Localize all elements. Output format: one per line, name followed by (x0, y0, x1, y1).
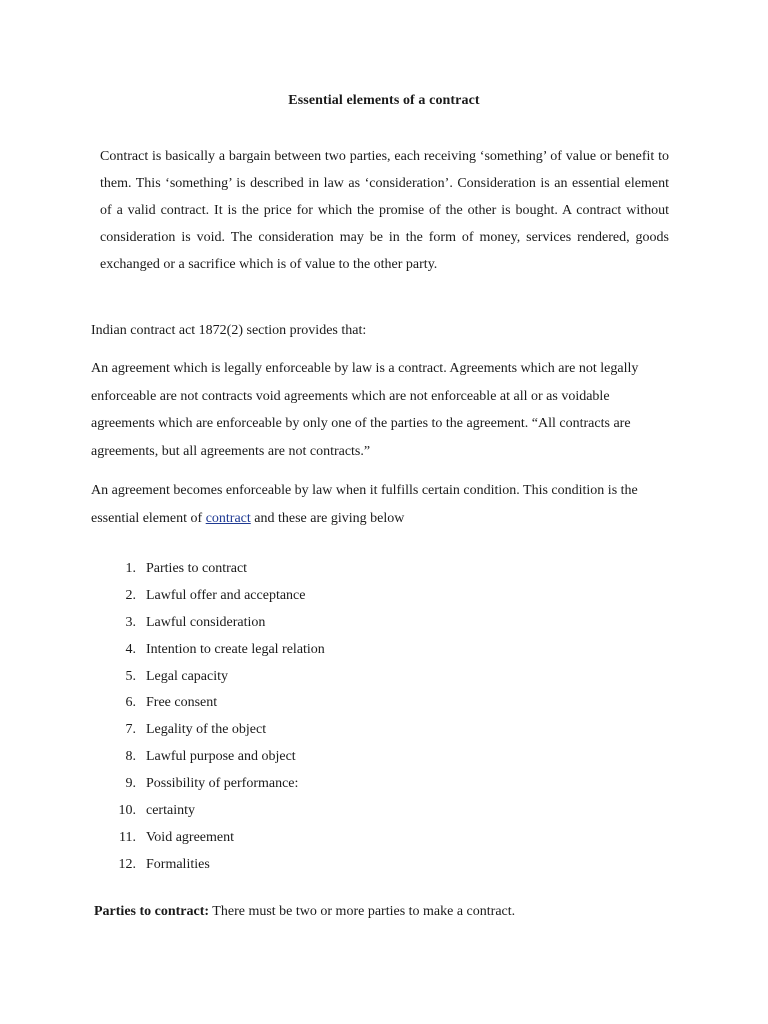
list-item (110, 556, 325, 583)
act-reference: Indian contract act 1872(2) section provides that: (91, 323, 367, 338)
list-item (110, 744, 325, 771)
list-item-number: 1. (125, 561, 136, 576)
list-item-number: 7. (125, 722, 136, 738)
list-item-text: Possibility of performance: (146, 776, 299, 792)
definition-paragraph: An agreement which is legally enforceable by law is a contract. Agreements which are not legally enforceable are not contracts void agreements which are not enforceable at all or as voidable agreements which are enforceable by only one of the parties to the agreement. “All contracts are agreements, but all agreements are not contracts.” (91, 361, 639, 459)
list-item-text: Formalities (146, 856, 210, 872)
intro-paragraph: Contract is basically a bargain between two parties, each receiving ‘something’ of value or benefit to them. This ‘something’ is described in law as ‘consideration’. Consideration is an essential element of a valid contract. It is the price for which the promise of the other is bought. A contract without consideration is void. The consideration may be in the form of money, services rendered, goods exchanged or a sacrifice which is of value to the other party. (100, 149, 669, 272)
list-item (110, 771, 325, 798)
list-item-number: 12. (118, 856, 136, 872)
list-item-text: Parties to contract (146, 561, 248, 576)
enforceability-text-after: and these are giving below (250, 510, 405, 526)
elements-list (110, 556, 325, 879)
parties-heading: Parties to contract: (94, 904, 210, 919)
list-item-text: Lawful purpose and object (146, 749, 296, 765)
list-item-text: Legality of the object (146, 722, 267, 738)
parties-paragraph (94, 904, 515, 920)
document-title: Essential elements of a contract (288, 93, 480, 108)
list-item-number: 6. (125, 695, 136, 711)
list-item-number: 4. (125, 641, 136, 657)
list-item (110, 825, 325, 852)
list-item-number: 9. (125, 776, 136, 792)
list-item-number: 8. (125, 749, 136, 765)
list-item-text: Lawful offer and acceptance (146, 587, 306, 603)
list-item-text: Lawful consideration (146, 614, 266, 630)
list-item (110, 610, 325, 637)
contract-link[interactable]: contract (205, 510, 251, 526)
list-item (110, 852, 325, 879)
list-item (110, 717, 325, 744)
list-item-number: 5. (125, 668, 136, 684)
list-item (110, 664, 325, 691)
enforceability-paragraph (91, 477, 672, 532)
parties-text: There must be two or more parties to make a contract. (209, 904, 516, 919)
list-item-number: 3. (125, 614, 136, 630)
list-item (110, 637, 325, 664)
list-item-number: 11. (119, 829, 136, 845)
list-item-number: 2. (125, 587, 136, 603)
list-item-text: certainty (146, 803, 195, 819)
list-item (110, 583, 325, 610)
list-item-text: Intention to create legal relation (146, 641, 325, 657)
list-item-number: 10. (118, 803, 136, 819)
list-item-text: Legal capacity (146, 668, 229, 684)
enforceability-text-before: An agreement becomes enforceable by law when it fulfills certain condition. This condition is the essential element of (91, 483, 638, 526)
list-item-text: Void agreement (146, 829, 234, 845)
list-item (110, 798, 325, 825)
list-item (110, 690, 325, 717)
list-item-text: Free consent (146, 695, 218, 711)
